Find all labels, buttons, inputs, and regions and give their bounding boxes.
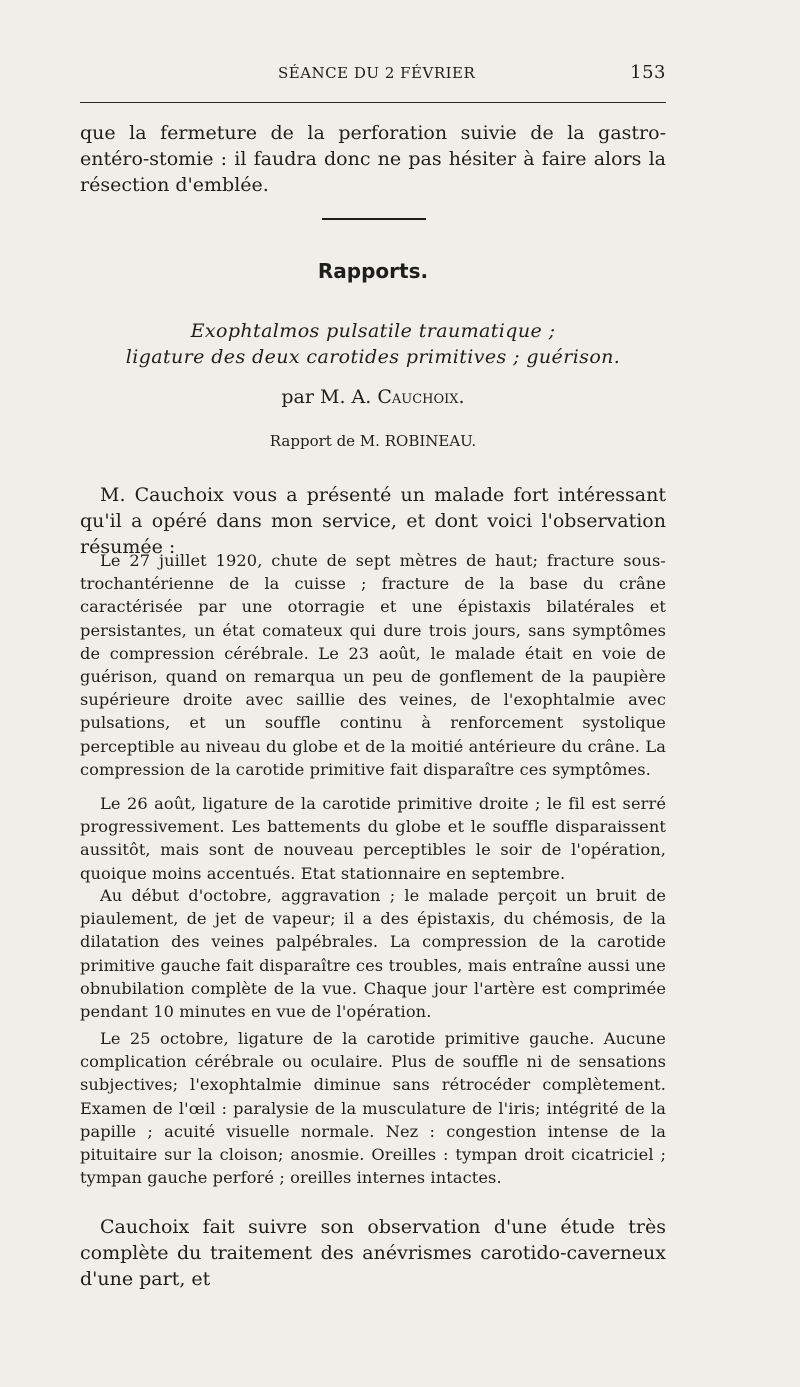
observation-paragraph-4: Le 25 octobre, ligature de la carotide primitive gauche. Aucune complication cérébrale ou oculaire. Plus de souffle ni de sensations subjectives; l'exophtalmie diminue sans rétrocéder complètement. Examen de l'œil : paralysie de la musculature de l'iris; intégrité de la papille ; acuité visuelle normale. Nez : congestion intense de la pituitaire sur la cloison; anosmie. Oreilles : tympan droit cicatriciel ; tympan gauche perforé ; oreilles internes intactes. xyxy=(80,1029,666,1188)
report-subtitle-line-2: ligature des deux carotides primitives ; guérison. xyxy=(125,346,621,368)
report-subtitle-line-1: Exophtalmos pulsatile traumatique ; xyxy=(190,320,556,342)
header-rule xyxy=(80,102,666,103)
running-title: SÉANCE DU 2 FÉVRIER xyxy=(278,64,476,82)
closing-paragraph: Cauchoix fait suivre son observation d'une étude très complète du traitement des anévrismes carotido-caverneux d'une part, et xyxy=(80,1216,666,1290)
byline-prefix: par M. A. xyxy=(281,386,372,408)
observation-paragraph-3: Au début d'octobre, aggravation ; le malade perçoit un bruit de piaulement, de jet de vapeur; il a des épistaxis, du chémosis, de la dilatation des veines palpébrales. La compression de la carotide primitive gauche fait disparaître ces troubles, mais entraîne aussi une obnubilation complète de la vue. Chaque jour l'artère est comprimée pendant 10 minutes en vue de l'opération. xyxy=(80,886,666,1022)
author-byline xyxy=(0,386,746,408)
page-number: 153 xyxy=(630,62,666,83)
observation-paragraph-1: Le 27 juillet 1920, chute de sept mètres de haut; fracture sous-trochantérienne de la cuisse ; fracture de la base du crâne caractérisée par une otorragie et une épistaxis bilatérales et persistantes, un état comateux qui dure trois jours, sans symptômes de compression cérébrale. Le 23 août, le malade était en voie de guérison, quand on remarqua un peu de gonflement de la paupière supérieure droite avec saillie des veines, de l'exophtalmie avec pulsations, et un souffle continu à renforcement systolique perceptible au niveau du globe et de la moitié antérieure du crâne. La compression de la carotide primitive fait disparaître ces symptômes. xyxy=(80,551,666,779)
running-header xyxy=(80,62,666,86)
rapport-line: Rapport de M. ROBINEAU. xyxy=(269,432,477,450)
byline-author: Cauchoix. xyxy=(377,386,465,408)
opening-paragraph: M. Cauchoix vous a présenté un malade fort intéressant qu'il a opéré dans mon service, et dont voici l'observation résumée : xyxy=(80,484,666,558)
intro-paragraph: que la fermeture de la perforation suivie de la gastro-entéro-stomie : il faudra donc ne pas hésiter à faire alors la résection d'emblée. xyxy=(80,122,666,196)
section-title: Rapports. xyxy=(317,259,429,283)
observation-paragraph-2: Le 26 août, ligature de la carotide primitive droite ; le fil est serré progressivement. Les battements du globe et le souffle disparaissent aussitôt, mais sont de nouveau perceptibles le soir de l'opération, quoique moins accentués. Etat stationnaire en septembre. xyxy=(80,794,666,883)
section-divider xyxy=(322,218,426,220)
